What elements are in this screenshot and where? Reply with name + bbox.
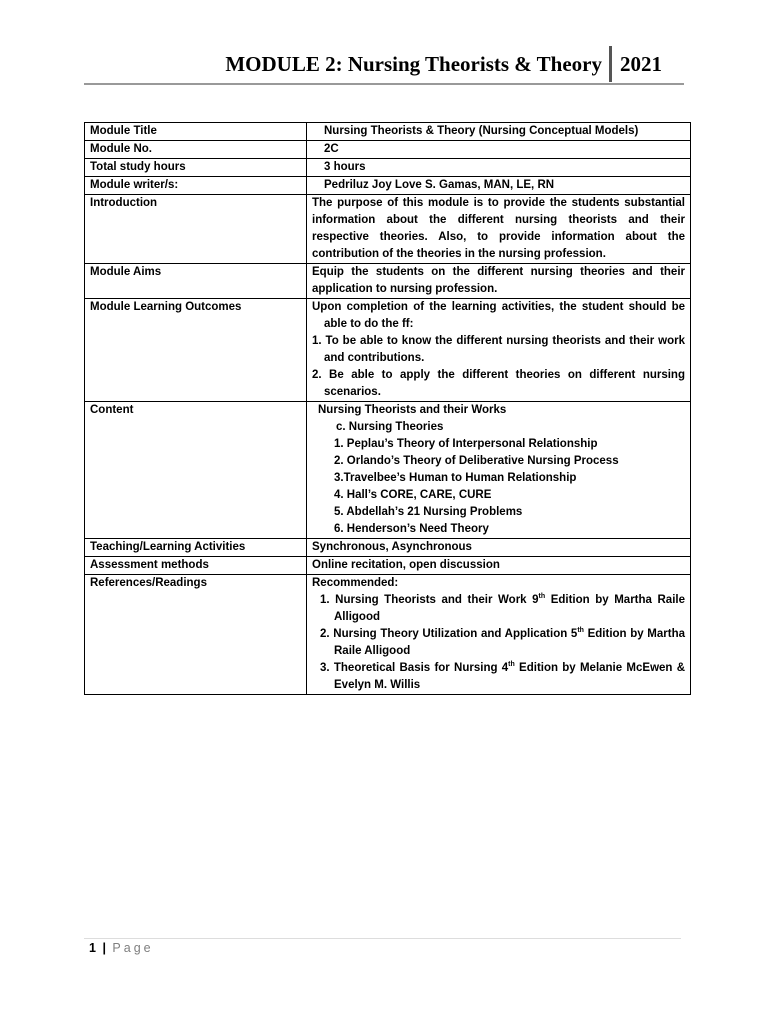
content-item: 6. Henderson’s Need Theory [334, 523, 489, 535]
label-study-hours: Total study hours [85, 159, 307, 177]
label-writers: Module writer/s: [85, 177, 307, 195]
footer-rule [84, 938, 681, 939]
reference-superscript: th [508, 661, 515, 669]
reference-text-end: Edition by Melanie McEwen & Evelyn M. Willis [334, 662, 686, 691]
reference-number: 2. [320, 628, 330, 640]
reference-item [312, 660, 685, 694]
label-activities: Teaching/Learning Activities [85, 539, 307, 557]
footer-separator: | [102, 941, 106, 955]
document-title: MODULE 2: Nursing Theorists & Theory [225, 52, 602, 76]
value-module-title [307, 123, 691, 141]
reference-item [312, 626, 685, 660]
reference-text-start: Nursing Theory Utilization and Application 5 [333, 628, 578, 640]
content-item: 5. Abdellah’s 21 Nursing Problems [334, 506, 523, 518]
page-label: Page [112, 941, 154, 955]
references-heading: Recommended: [312, 577, 399, 589]
module-title-text: Nursing Theorists & Theory (Nursing Conceptual Models) [324, 125, 639, 137]
label-outcomes: Module Learning Outcomes [85, 299, 307, 402]
value-references [307, 575, 691, 695]
row-introduction [85, 195, 691, 264]
value-writers [307, 177, 691, 195]
row-study-hours [85, 159, 691, 177]
content-item: 2. Orlando’s Theory of Deliberative Nursing Process [334, 455, 619, 467]
value-module-no [307, 141, 691, 159]
reference-number: 3. [320, 662, 330, 674]
label-aims: Module Aims [85, 264, 307, 299]
page-number: 1 [89, 941, 96, 955]
study-hours-text: 3 hours [324, 161, 366, 173]
content-heading: Nursing Theorists and their Works [318, 404, 507, 416]
value-assessment: Online recitation, open discussion [307, 557, 691, 575]
value-content [307, 402, 691, 539]
page-header [84, 46, 684, 86]
reference-text-start: Theoretical Basis for Nursing 4 [333, 662, 509, 674]
content-item: 4. Hall’s CORE, CARE, CURE [334, 489, 492, 501]
value-aims: Equip the students on the different nursing theories and their application to nursing profession. [307, 264, 691, 299]
label-content: Content [85, 402, 307, 539]
value-outcomes [307, 299, 691, 402]
header-divider [609, 46, 612, 82]
page-footer [89, 941, 154, 955]
reference-text-end: Edition by Martha Raile Alligood [334, 594, 685, 623]
label-references: References/Readings [85, 575, 307, 695]
row-content [85, 402, 691, 539]
reference-text-end: Edition by Martha Raile Alligood [334, 628, 686, 657]
label-assessment: Assessment methods [85, 557, 307, 575]
content-subheading: c. Nursing Theories [336, 421, 444, 433]
row-references [85, 575, 691, 695]
outcomes-intro: Upon completion of the learning activities, the student should be able to do the ff: [312, 301, 685, 330]
outcome-item: 2. Be able to apply the different theories on different nursing scenarios. [312, 369, 685, 398]
value-activities: Synchronous, Asynchronous [307, 539, 691, 557]
reference-superscript: th [538, 593, 546, 601]
row-module-title [85, 123, 691, 141]
reference-text-start: Nursing Theorists and their Work 9 [335, 594, 539, 606]
reference-superscript: th [577, 627, 584, 635]
value-study-hours [307, 159, 691, 177]
module-info-table [84, 122, 691, 695]
row-writers [85, 177, 691, 195]
outcome-item: 1. To be able to know the different nursing theorists and their work and contributions. [312, 335, 685, 364]
writers-text: Pedriluz Joy Love S. Gamas, MAN, LE, RN [324, 179, 555, 191]
value-introduction: The purpose of this module is to provide the students substantial information about the different nursing theorists and their respective theories. Also, to provide information about the contribution of the theories in the nursing profession. [307, 195, 691, 264]
row-module-no [85, 141, 691, 159]
module-no-text: 2C [324, 143, 339, 155]
row-activities [85, 539, 691, 557]
label-module-title: Module Title [85, 123, 307, 141]
row-assessment [85, 557, 691, 575]
content-item: 1. Peplau’s Theory of Interpersonal Relationship [334, 438, 598, 450]
label-introduction: Introduction [85, 195, 307, 264]
header-rule [84, 83, 684, 85]
reference-item [312, 592, 685, 626]
row-aims [85, 264, 691, 299]
content-item: 3.Travelbee’s Human to Human Relationship [334, 472, 577, 484]
document-year: 2021 [620, 52, 662, 76]
label-module-no: Module No. [85, 141, 307, 159]
reference-number: 1. [320, 594, 330, 606]
row-outcomes [85, 299, 691, 402]
